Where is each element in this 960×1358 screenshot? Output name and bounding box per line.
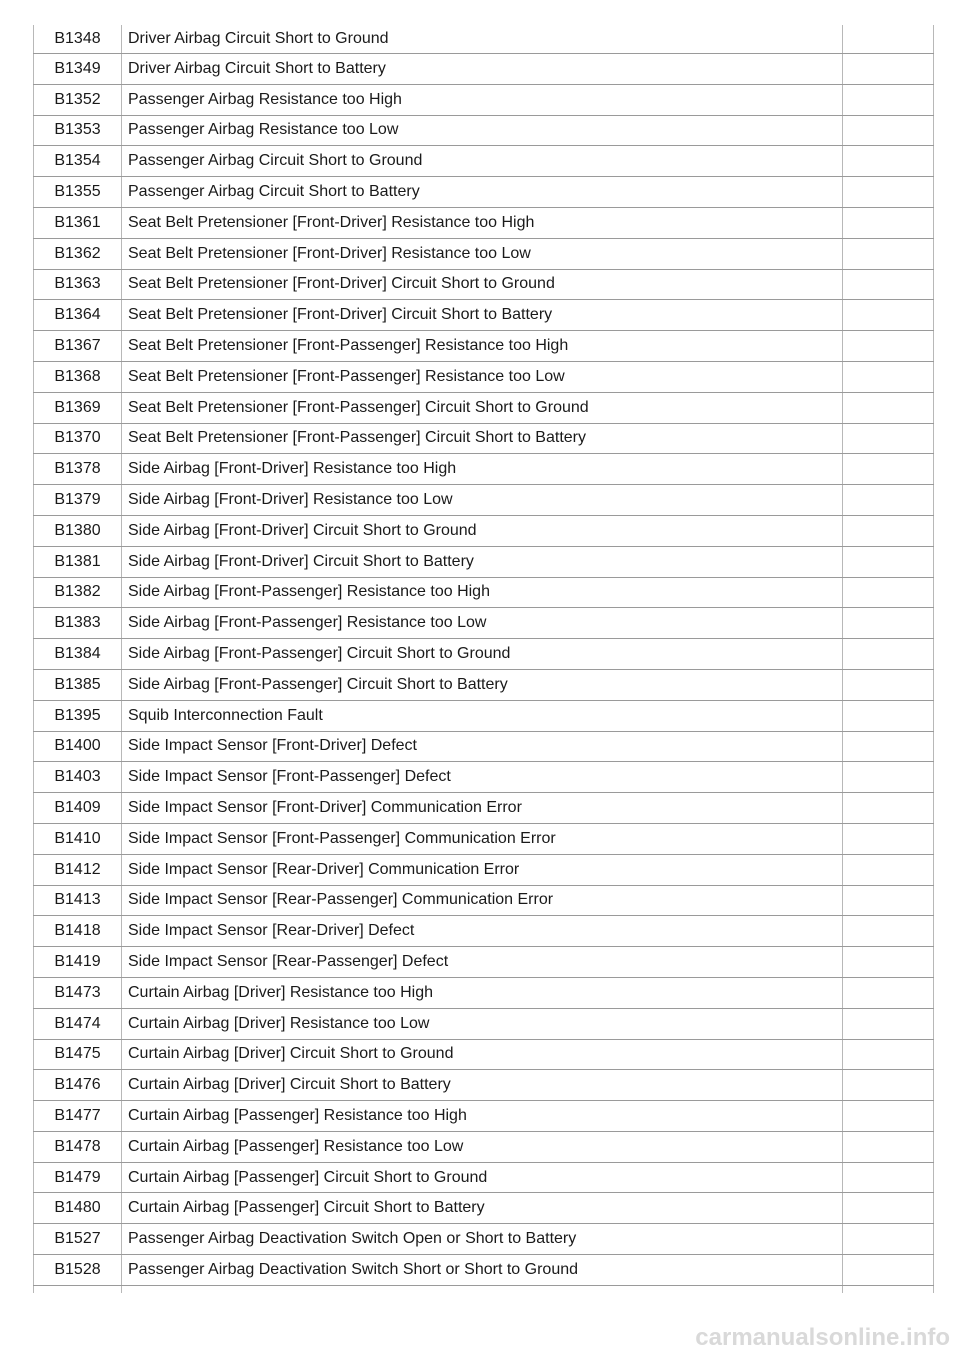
table-row — [34, 977, 934, 1008]
dtc-notes-cell — [843, 115, 934, 146]
continuation-cell — [843, 1285, 934, 1293]
dtc-code-cell: B1400 — [34, 731, 122, 762]
dtc-description-cell: Seat Belt Pretensioner [Front-Passenger] Circuit Short to Ground — [122, 392, 843, 423]
dtc-notes-cell — [843, 423, 934, 454]
site-watermark: carmanualsonline.info — [695, 1324, 950, 1351]
dtc-description-cell: Side Airbag [Front-Passenger] Resistance too Low — [122, 608, 843, 639]
dtc-description-cell: Side Impact Sensor [Rear-Driver] Defect — [122, 916, 843, 947]
dtc-notes-cell — [843, 392, 934, 423]
dtc-code-cell: B1362 — [34, 238, 122, 269]
table-row — [34, 885, 934, 916]
dtc-code-cell: B1473 — [34, 977, 122, 1008]
table-row — [34, 700, 934, 731]
dtc-code-cell: B1355 — [34, 177, 122, 208]
dtc-code-cell: B1475 — [34, 1039, 122, 1070]
table-row — [34, 762, 934, 793]
dtc-notes-cell — [843, 331, 934, 362]
dtc-code-cell: B1474 — [34, 1008, 122, 1039]
dtc-notes-cell — [843, 84, 934, 115]
dtc-code-cell: B1477 — [34, 1101, 122, 1132]
dtc-notes-cell — [843, 25, 934, 54]
table-row — [34, 1193, 934, 1224]
table-row — [34, 331, 934, 362]
dtc-description-cell: Curtain Airbag [Driver] Circuit Short to Battery — [122, 1070, 843, 1101]
dtc-description-cell: Side Airbag [Front-Driver] Circuit Short to Battery — [122, 546, 843, 577]
dtc-description-cell: Seat Belt Pretensioner [Front-Passenger] Resistance too High — [122, 331, 843, 362]
dtc-notes-cell — [843, 1255, 934, 1286]
dtc-code-cell: B1419 — [34, 947, 122, 978]
dtc-notes-cell — [843, 947, 934, 978]
table-row — [34, 300, 934, 331]
dtc-code-cell: B1410 — [34, 823, 122, 854]
dtc-notes-cell — [843, 361, 934, 392]
table-continuation-stub — [34, 1285, 934, 1293]
dtc-description-cell: Seat Belt Pretensioner [Front-Driver] Circuit Short to Battery — [122, 300, 843, 331]
table-row — [34, 669, 934, 700]
dtc-code-cell: B1384 — [34, 639, 122, 670]
dtc-notes-cell — [843, 1039, 934, 1070]
dtc-description-cell: Side Impact Sensor [Rear-Passenger] Communication Error — [122, 885, 843, 916]
table-row — [34, 577, 934, 608]
dtc-description-cell: Curtain Airbag [Passenger] Circuit Short to Battery — [122, 1193, 843, 1224]
dtc-code-cell: B1361 — [34, 207, 122, 238]
dtc-description-cell: Side Impact Sensor [Front-Driver] Communication Error — [122, 793, 843, 824]
dtc-code-cell: B1370 — [34, 423, 122, 454]
dtc-description-cell: Squib Interconnection Fault — [122, 700, 843, 731]
dtc-code-cell: B1353 — [34, 115, 122, 146]
dtc-code-cell: B1478 — [34, 1131, 122, 1162]
dtc-notes-cell — [843, 1162, 934, 1193]
dtc-description-cell: Curtain Airbag [Driver] Resistance too High — [122, 977, 843, 1008]
dtc-code-cell: B1418 — [34, 916, 122, 947]
dtc-notes-cell — [843, 885, 934, 916]
dtc-notes-cell — [843, 207, 934, 238]
dtc-description-cell: Side Airbag [Front-Passenger] Circuit Short to Battery — [122, 669, 843, 700]
dtc-code-cell: B1379 — [34, 485, 122, 516]
dtc-description-cell: Driver Airbag Circuit Short to Ground — [122, 25, 843, 54]
dtc-notes-cell — [843, 485, 934, 516]
dtc-code-cell: B1367 — [34, 331, 122, 362]
table-row — [34, 485, 934, 516]
table-row — [34, 608, 934, 639]
dtc-notes-cell — [843, 639, 934, 670]
table-row — [34, 146, 934, 177]
table-row — [34, 238, 934, 269]
dtc-description-cell: Side Airbag [Front-Passenger] Circuit Short to Ground — [122, 639, 843, 670]
dtc-description-cell: Side Impact Sensor [Front-Passenger] Defect — [122, 762, 843, 793]
dtc-notes-cell — [843, 608, 934, 639]
dtc-notes-cell — [843, 146, 934, 177]
dtc-notes-cell — [843, 1008, 934, 1039]
table-row — [34, 269, 934, 300]
table-row — [34, 361, 934, 392]
dtc-notes-cell — [843, 731, 934, 762]
dtc-notes-cell — [843, 762, 934, 793]
dtc-description-cell: Seat Belt Pretensioner [Front-Driver] Circuit Short to Ground — [122, 269, 843, 300]
dtc-description-cell: Passenger Airbag Circuit Short to Battery — [122, 177, 843, 208]
dtc-description-cell: Curtain Airbag [Passenger] Circuit Short to Ground — [122, 1162, 843, 1193]
dtc-code-cell: B1378 — [34, 454, 122, 485]
dtc-code-cell: B1528 — [34, 1255, 122, 1286]
dtc-description-cell: Side Impact Sensor [Front-Driver] Defect — [122, 731, 843, 762]
table-row — [34, 177, 934, 208]
dtc-description-cell: Passenger Airbag Circuit Short to Ground — [122, 146, 843, 177]
table-row — [34, 1008, 934, 1039]
dtc-notes-cell — [843, 916, 934, 947]
table-row — [34, 1131, 934, 1162]
dtc-description-cell: Driver Airbag Circuit Short to Battery — [122, 54, 843, 85]
dtc-description-cell: Curtain Airbag [Passenger] Resistance too High — [122, 1101, 843, 1132]
dtc-description-cell: Side Impact Sensor [Rear-Driver] Communication Error — [122, 854, 843, 885]
dtc-code-cell: B1413 — [34, 885, 122, 916]
dtc-notes-cell — [843, 1131, 934, 1162]
continuation-cell — [34, 1285, 122, 1293]
dtc-code-cell: B1412 — [34, 854, 122, 885]
dtc-notes-cell — [843, 515, 934, 546]
dtc-description-cell: Seat Belt Pretensioner [Front-Passenger] Resistance too Low — [122, 361, 843, 392]
table-row — [34, 1162, 934, 1193]
dtc-notes-cell — [843, 454, 934, 485]
dtc-code-cell: B1380 — [34, 515, 122, 546]
dtc-code-cell: B1382 — [34, 577, 122, 608]
dtc-notes-cell — [843, 977, 934, 1008]
dtc-description-cell: Side Airbag [Front-Passenger] Resistance too High — [122, 577, 843, 608]
dtc-code-cell: B1381 — [34, 546, 122, 577]
dtc-description-cell: Side Impact Sensor [Rear-Passenger] Defect — [122, 947, 843, 978]
dtc-description-cell: Passenger Airbag Deactivation Switch Short or Short to Ground — [122, 1255, 843, 1286]
table-row — [34, 1070, 934, 1101]
dtc-notes-cell — [843, 1070, 934, 1101]
dtc-description-cell: Seat Belt Pretensioner [Front-Driver] Resistance too High — [122, 207, 843, 238]
table-row — [34, 25, 934, 54]
dtc-description-cell: Passenger Airbag Deactivation Switch Open or Short to Battery — [122, 1224, 843, 1255]
dtc-code-cell: B1476 — [34, 1070, 122, 1101]
dtc-notes-cell — [843, 700, 934, 731]
dtc-code-cell: B1527 — [34, 1224, 122, 1255]
dtc-code-cell: B1403 — [34, 762, 122, 793]
dtc-description-cell: Side Airbag [Front-Driver] Resistance too High — [122, 454, 843, 485]
table-row — [34, 1224, 934, 1255]
dtc-code-cell: B1364 — [34, 300, 122, 331]
dtc-notes-cell — [843, 300, 934, 331]
dtc-description-cell: Curtain Airbag [Passenger] Resistance too Low — [122, 1131, 843, 1162]
dtc-code-cell: B1352 — [34, 84, 122, 115]
dtc-description-cell: Side Airbag [Front-Driver] Resistance too Low — [122, 485, 843, 516]
table-row — [34, 639, 934, 670]
table-row — [34, 207, 934, 238]
table-row — [34, 947, 934, 978]
dtc-description-cell: Side Impact Sensor [Front-Passenger] Communication Error — [122, 823, 843, 854]
dtc-code-cell: B1368 — [34, 361, 122, 392]
dtc-notes-cell — [843, 1224, 934, 1255]
dtc-notes-cell — [843, 577, 934, 608]
table-row — [34, 854, 934, 885]
dtc-notes-cell — [843, 823, 934, 854]
table-row — [34, 546, 934, 577]
table-row — [34, 392, 934, 423]
dtc-code-cell: B1480 — [34, 1193, 122, 1224]
dtc-notes-cell — [843, 669, 934, 700]
table-row — [34, 1255, 934, 1286]
dtc-notes-cell — [843, 546, 934, 577]
table-row — [34, 115, 934, 146]
dtc-code-cell: B1348 — [34, 25, 122, 54]
dtc-code-cell: B1354 — [34, 146, 122, 177]
dtc-notes-cell — [843, 1193, 934, 1224]
dtc-code-cell: B1383 — [34, 608, 122, 639]
dtc-description-cell: Seat Belt Pretensioner [Front-Passenger] Circuit Short to Battery — [122, 423, 843, 454]
dtc-notes-cell — [843, 793, 934, 824]
dtc-code-cell: B1369 — [34, 392, 122, 423]
dtc-description-cell: Side Airbag [Front-Driver] Circuit Short to Ground — [122, 515, 843, 546]
dtc-code-cell: B1479 — [34, 1162, 122, 1193]
dtc-table — [33, 25, 934, 1293]
dtc-code-cell: B1409 — [34, 793, 122, 824]
dtc-description-cell: Curtain Airbag [Driver] Circuit Short to Ground — [122, 1039, 843, 1070]
table-row — [34, 84, 934, 115]
dtc-description-cell: Passenger Airbag Resistance too Low — [122, 115, 843, 146]
table-row — [34, 731, 934, 762]
dtc-notes-cell — [843, 1101, 934, 1132]
table-row — [34, 916, 934, 947]
continuation-cell — [122, 1285, 843, 1293]
table-row — [34, 454, 934, 485]
table-row — [34, 1039, 934, 1070]
dtc-code-cell: B1349 — [34, 54, 122, 85]
dtc-notes-cell — [843, 177, 934, 208]
dtc-notes-cell — [843, 269, 934, 300]
dtc-code-cell: B1395 — [34, 700, 122, 731]
dtc-description-cell: Curtain Airbag [Driver] Resistance too Low — [122, 1008, 843, 1039]
table-row — [34, 515, 934, 546]
dtc-notes-cell — [843, 854, 934, 885]
table-row — [34, 1101, 934, 1132]
dtc-notes-cell — [843, 54, 934, 85]
dtc-table-body — [34, 25, 934, 1293]
table-row — [34, 823, 934, 854]
dtc-code-cell: B1363 — [34, 269, 122, 300]
table-row — [34, 54, 934, 85]
table-row — [34, 423, 934, 454]
dtc-description-cell: Passenger Airbag Resistance too High — [122, 84, 843, 115]
dtc-description-cell: Seat Belt Pretensioner [Front-Driver] Resistance too Low — [122, 238, 843, 269]
table-row — [34, 793, 934, 824]
dtc-code-cell: B1385 — [34, 669, 122, 700]
dtc-notes-cell — [843, 238, 934, 269]
